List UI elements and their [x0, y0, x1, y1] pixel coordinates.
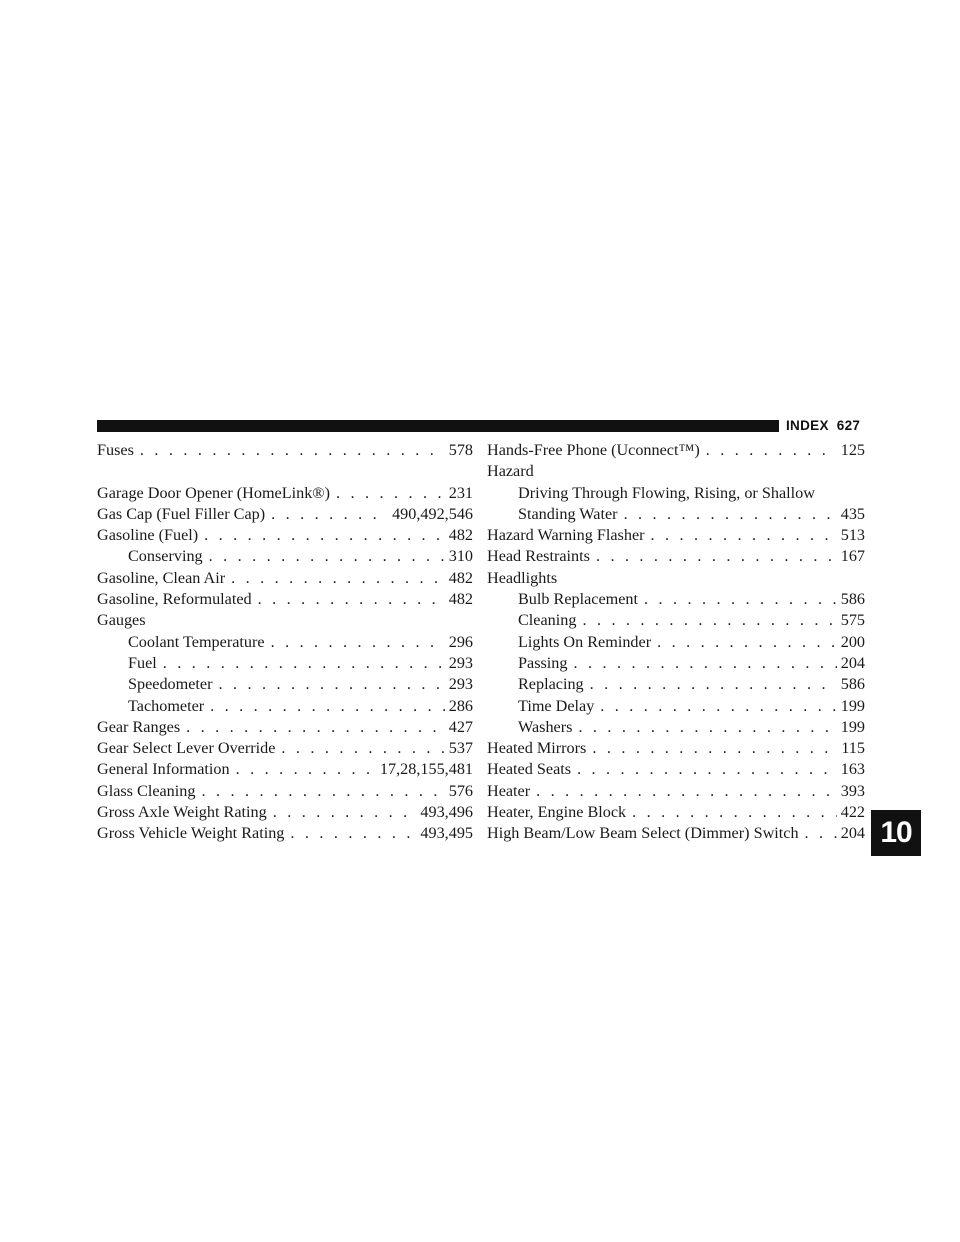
index-entry	[97, 440, 473, 461]
index-term: Gasoline (Fuel)	[97, 526, 199, 545]
index-term: Heated Seats	[487, 760, 572, 779]
dot-leader	[273, 802, 417, 823]
index-term: Coolant Temperature	[128, 632, 265, 651]
index-entry	[487, 440, 865, 461]
dot-leader	[336, 483, 445, 504]
page-reference[interactable]: 200	[840, 632, 865, 651]
page-reference[interactable]: 586	[840, 590, 865, 609]
dot-leader	[644, 589, 837, 610]
index-term: Conserving	[128, 547, 203, 566]
page-reference[interactable]: 115	[841, 739, 865, 758]
dot-leader	[163, 653, 445, 674]
dot-leader	[632, 802, 837, 823]
dot-leader	[590, 674, 837, 695]
page-reference[interactable]: 199	[840, 696, 865, 715]
page-reference[interactable]: 493,495	[420, 824, 473, 843]
index-subentry	[487, 483, 865, 504]
page-reference[interactable]: 163	[840, 760, 865, 779]
page-reference[interactable]: 125	[840, 441, 865, 459]
index-term: Gross Vehicle Weight Rating	[97, 824, 285, 843]
index-term: Heater	[487, 781, 531, 800]
dot-leader	[578, 717, 836, 738]
dot-leader	[209, 546, 445, 567]
index-entry	[487, 781, 865, 802]
index-subentry	[97, 546, 473, 567]
index-subentry	[487, 610, 865, 631]
dot-leader	[573, 653, 836, 674]
index-term: Gas Cap (Fuel Filler Cap)	[97, 504, 266, 523]
dot-leader	[600, 696, 836, 717]
index-entry	[487, 546, 865, 567]
index-term: High Beam/Low Beam Select (Dimmer) Switch	[487, 824, 799, 843]
dot-leader	[231, 568, 445, 589]
dot-leader	[201, 781, 444, 802]
index-subentry	[487, 632, 865, 653]
index-entry	[97, 738, 473, 759]
page-reference[interactable]: 435	[840, 504, 865, 523]
index-term: Cleaning	[518, 611, 577, 630]
page-reference[interactable]: 576	[448, 781, 473, 800]
page-reference[interactable]: 427	[448, 717, 473, 736]
page-reference[interactable]: 586	[840, 675, 865, 694]
section-title: INDEX	[786, 418, 829, 433]
index-subentry	[97, 674, 473, 695]
page-reference[interactable]: 286	[448, 696, 473, 715]
index-entry	[487, 759, 865, 780]
page-reference[interactable]: 17,28,155,481	[379, 760, 473, 779]
index-term: Fuses	[97, 441, 134, 459]
header-rule	[97, 420, 779, 432]
index-term: Bulb Replacement	[518, 590, 639, 609]
index-term: Hazard	[487, 462, 534, 481]
dot-leader	[258, 589, 445, 610]
index-subentry	[97, 632, 473, 653]
dot-leader	[140, 440, 445, 461]
index-entry	[97, 483, 473, 504]
index-entry	[487, 823, 865, 844]
page-reference[interactable]: 296	[448, 632, 473, 651]
index-entry	[97, 823, 473, 844]
index-entry	[97, 504, 473, 525]
dot-leader	[596, 546, 837, 567]
index-term: Fuel	[128, 653, 157, 672]
index-term: Gross Axle Weight Rating	[97, 803, 267, 822]
page-reference[interactable]: 204	[840, 653, 865, 672]
dot-leader	[624, 504, 837, 525]
index-entry	[487, 802, 865, 823]
index-entry	[97, 717, 473, 738]
index-term: Lights On Reminder	[518, 632, 652, 651]
dot-leader	[536, 781, 837, 802]
page-reference[interactable]: 490,492,546	[392, 504, 473, 523]
dot-leader	[219, 674, 445, 695]
index-term: Glass Cleaning	[97, 781, 196, 800]
index-term: Tachometer	[128, 696, 205, 715]
index-term: Speedometer	[128, 675, 213, 694]
page-reference[interactable]: 231	[448, 483, 473, 502]
index-term: Gear Ranges	[97, 717, 181, 736]
index-term: Heated Mirrors	[487, 739, 587, 758]
page-reference[interactable]: 422	[840, 803, 865, 822]
index-term: Passing	[518, 653, 568, 672]
index-entry	[487, 568, 865, 589]
dot-leader	[592, 738, 837, 759]
index-column-right	[487, 440, 865, 845]
dot-leader	[236, 759, 376, 780]
page-reference[interactable]: 578	[448, 441, 473, 459]
index-term: Gasoline, Reformulated	[97, 590, 252, 609]
dot-leader	[281, 738, 444, 759]
page-reference[interactable]: 393	[840, 781, 865, 800]
index-term: General Information	[97, 760, 230, 779]
dot-leader	[805, 823, 837, 844]
index-subentry	[487, 653, 865, 674]
dot-leader	[706, 440, 837, 461]
dot-leader	[210, 696, 445, 717]
page-reference[interactable]: 199	[840, 717, 865, 736]
page-reference[interactable]: 575	[840, 611, 865, 630]
page-reference[interactable]: 293	[448, 653, 473, 672]
dot-leader	[204, 525, 445, 546]
dot-leader	[186, 717, 445, 738]
index-entry	[97, 610, 473, 631]
page-reference[interactable]: 204	[840, 824, 865, 843]
index-entry	[97, 589, 473, 610]
page-reference[interactable]: 513	[840, 526, 865, 545]
index-term: Gear Select Lever Override	[97, 739, 276, 758]
index-term: Heater, Engine Block	[487, 803, 627, 822]
page-reference[interactable]: 482	[448, 590, 473, 609]
index-term: Washers	[518, 717, 573, 736]
index-term: Replacing	[518, 675, 584, 694]
page-reference[interactable]: 482	[448, 526, 473, 545]
page-reference[interactable]: 310	[448, 547, 473, 566]
index-subentry	[487, 696, 865, 717]
index-term: Driving Through Flowing, Rising, or Shallow	[518, 483, 815, 502]
page-reference[interactable]: 537	[448, 739, 473, 758]
index-term: Head Restraints	[487, 547, 590, 566]
index-subentry	[487, 717, 865, 738]
index-column-left	[97, 440, 473, 845]
dot-leader	[577, 759, 837, 780]
dot-leader	[271, 632, 445, 653]
index-term: Headlights	[487, 568, 558, 587]
running-header	[786, 418, 868, 434]
index-term: Standing Water	[518, 504, 618, 523]
dot-leader	[271, 504, 388, 525]
dot-leader	[290, 823, 416, 844]
chapter-tab[interactable]: 10	[871, 810, 921, 856]
index-term: Gauges	[97, 611, 146, 630]
index-subentry	[487, 589, 865, 610]
index-subentry	[487, 504, 865, 525]
index-entry	[97, 759, 473, 780]
page-number: 627	[836, 418, 861, 433]
index-term: Garage Door Opener (HomeLink®)	[97, 483, 330, 502]
page-reference[interactable]: 482	[448, 568, 473, 587]
index-entry	[97, 568, 473, 589]
index-term: Gasoline, Clean Air	[97, 568, 226, 587]
index-entry	[97, 781, 473, 802]
index-entry	[97, 802, 473, 823]
dot-leader	[582, 610, 836, 631]
page-reference[interactable]: 167	[840, 547, 865, 566]
dot-leader	[651, 525, 837, 546]
index-subentry	[97, 653, 473, 674]
page-reference[interactable]: 293	[448, 675, 473, 694]
index-entry	[487, 738, 865, 759]
dot-leader	[657, 632, 837, 653]
index-entry	[97, 525, 473, 546]
index-entry	[487, 525, 865, 546]
index-subentry	[487, 674, 865, 695]
index-subentry	[97, 696, 473, 717]
index-term: Time Delay	[518, 696, 595, 715]
index-term: Hazard Warning Flasher	[487, 526, 645, 545]
index-term: Hands-Free Phone (Uconnect™)	[487, 441, 700, 459]
index-entry	[487, 461, 865, 482]
page-reference[interactable]: 493,496	[420, 803, 473, 822]
